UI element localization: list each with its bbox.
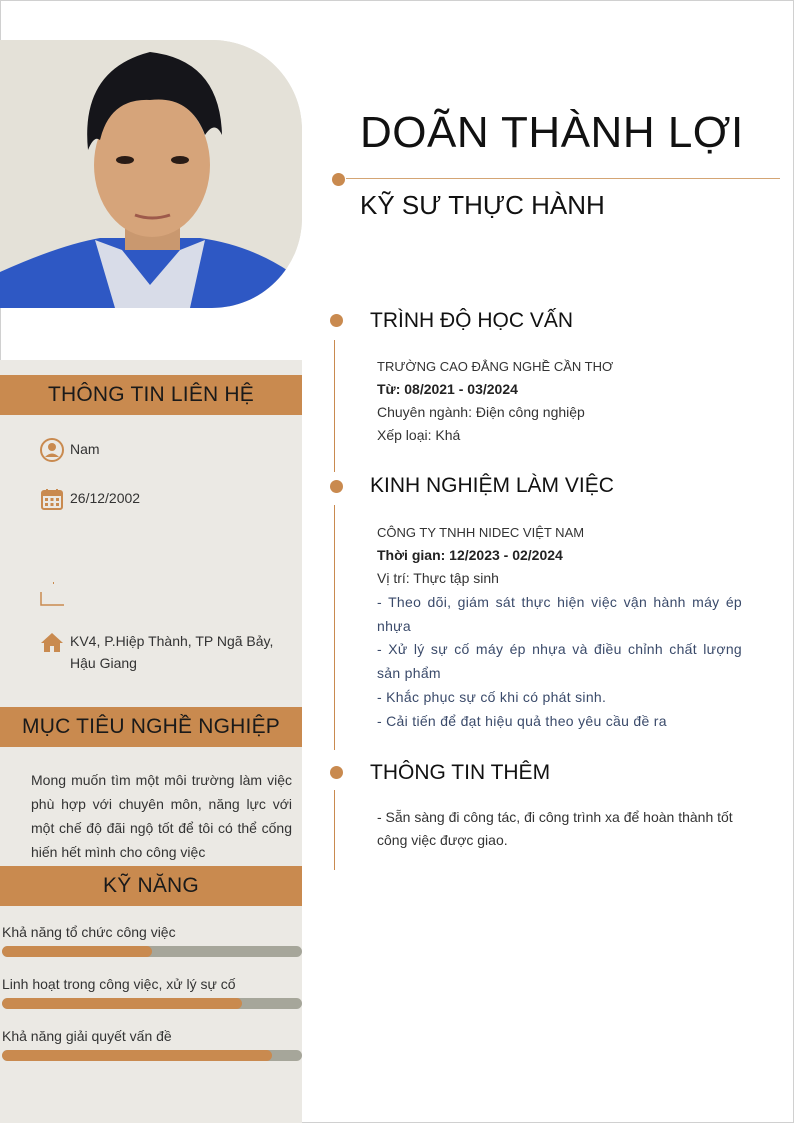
- experience-bullet: - Cải tiến để đạt hiệu quả theo yêu cầu đề ra: [377, 713, 667, 729]
- skill-bar: [2, 946, 302, 957]
- skill-bar-fill: [2, 1050, 272, 1061]
- birthday-text: 26/12/2002: [70, 490, 141, 506]
- home-icon: [40, 630, 64, 654]
- candidate-name: DOÃN THÀNH LỢI: [360, 108, 744, 157]
- address-text: KV4, P.Hiệp Thành, TP Ngã Bảy, Hậu Giang: [70, 633, 274, 671]
- experience-bullet: - Xử lý sự cố máy ép nhựa và điều chỉnh chất lượng sản phẩm: [377, 641, 742, 681]
- education-details: [377, 355, 613, 447]
- additional-text: - Sẵn sàng đi công tác, đi công trình xa để hoàn thành tốt công việc được giao.: [377, 809, 733, 848]
- education-grade: Xếp loại: Khá: [377, 427, 461, 443]
- experience-bullet: - Khắc phục sự cố khi có phát sinh.: [377, 689, 607, 705]
- experience-heading: KINH NGHIỆM LÀM VIỆC: [370, 474, 614, 497]
- gender-row: [40, 438, 100, 462]
- timeline-line: [334, 505, 335, 750]
- timeline-dot: [330, 314, 343, 327]
- placeholder-icon: [40, 582, 66, 608]
- address-row: [40, 630, 302, 674]
- contact-heading: THÔNG TIN LIÊN HỆ: [0, 375, 302, 415]
- skill-label: Linh hoạt trong công việc, xử lý sự cố: [2, 976, 236, 992]
- user-icon: [40, 438, 64, 462]
- birthday-row: [40, 487, 140, 511]
- objective-heading: MỤC TIÊU NGHỀ NGHIỆP: [0, 707, 302, 747]
- experience-details: [377, 521, 584, 590]
- profile-photo: [0, 40, 302, 308]
- timeline-dot: [332, 173, 345, 186]
- company-name: CÔNG TY TNHH NIDEC VIỆT NAM: [377, 525, 585, 540]
- additional-heading: THÔNG TIN THÊM: [370, 761, 551, 784]
- skills-heading: KỸ NĂNG: [0, 866, 302, 906]
- timeline-dot: [330, 480, 343, 493]
- education-period: Từ: 08/2021 - 03/2024: [377, 381, 518, 397]
- school-name: TRƯỜNG CAO ĐẲNG NGHỀ CẦN THƠ: [377, 359, 614, 374]
- skill-bar-fill: [2, 946, 152, 957]
- skill-bar: [2, 1050, 302, 1061]
- job-title: KỸ SƯ THỰC HÀNH: [360, 190, 605, 220]
- title-divider: [346, 178, 780, 179]
- timeline-line: [334, 790, 335, 870]
- skill-label: Khả năng tổ chức công việc: [2, 924, 176, 940]
- objective-text: Mong muốn tìm một môi trường làm việc phù hợp với chuyên môn, năng lực với một chế độ đãi ngộ tốt để tôi có thể cống hiến hết mình cho công việc: [31, 772, 292, 860]
- experience-bullet: - Theo dõi, giám sát thực hiện việc vận hành máy ép nhựa: [377, 594, 742, 634]
- education-heading: TRÌNH ĐỘ HỌC VẤN: [370, 309, 574, 332]
- timeline-line: [334, 340, 335, 472]
- experience-period: Thời gian: 12/2023 - 02/2024: [377, 547, 563, 563]
- gender-text: Nam: [70, 441, 100, 457]
- experience-position: Vị trí: Thực tập sinh: [377, 570, 499, 586]
- skill-bar-fill: [2, 998, 242, 1009]
- education-major: Chuyên ngành: Điện công nghiệp: [377, 404, 585, 420]
- skill-bar: [2, 998, 302, 1009]
- calendar-icon: [40, 487, 64, 511]
- skill-label: Khả năng giải quyết vấn đề: [2, 1028, 172, 1044]
- timeline-dot: [330, 766, 343, 779]
